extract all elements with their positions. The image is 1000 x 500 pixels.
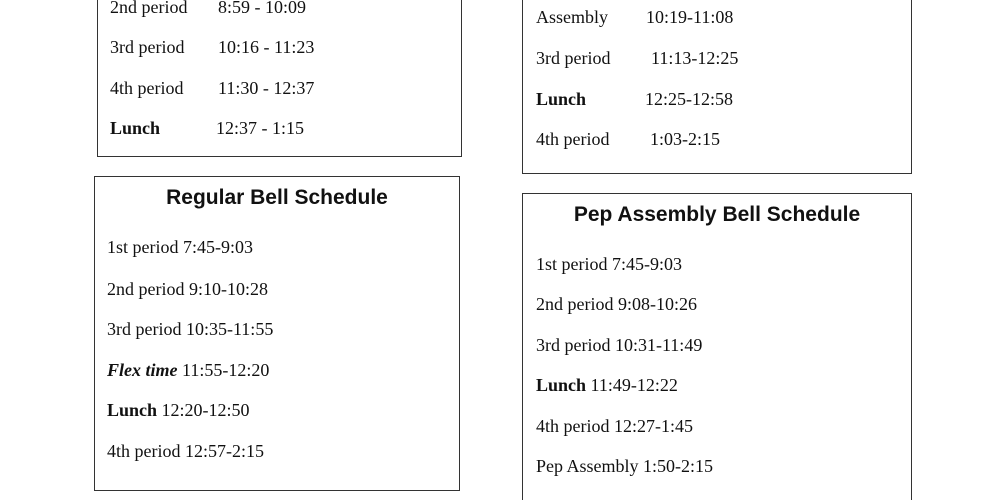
- schedule-row: [107, 360, 269, 380]
- row-time: 9:10-10:28: [188, 279, 268, 299]
- schedule-row: [536, 456, 713, 476]
- row-time: 10:16 - 11:23: [218, 37, 315, 57]
- row-label: 2nd period: [536, 294, 614, 314]
- row-time: 12:20-12:50: [161, 400, 250, 420]
- schedule-row: [536, 294, 697, 314]
- row-time: 11:30 - 12:37: [218, 78, 315, 98]
- row-time: 9:08-10:26: [617, 294, 697, 314]
- schedule-row: [536, 416, 693, 436]
- row-time: 7:45-9:03: [612, 254, 682, 274]
- row-label: Pep Assembly: [536, 456, 639, 476]
- row-label: 4th period: [536, 129, 610, 149]
- row-label: 2nd period: [107, 279, 185, 299]
- schedule-row: [110, 37, 314, 57]
- row-label: 4th period: [107, 441, 181, 461]
- pep-assembly-schedule-box: [522, 193, 912, 500]
- schedule-row: [536, 7, 733, 27]
- schedule-row: [107, 319, 273, 339]
- schedule-box-top-right: [522, 0, 912, 174]
- row-label: 3rd period: [536, 335, 611, 355]
- row-label: Lunch: [107, 400, 158, 420]
- row-time: 12:37 - 1:15: [216, 118, 304, 138]
- row-time: 10:31-11:49: [614, 335, 703, 355]
- row-label: Lunch: [110, 118, 161, 138]
- schedule-row: [536, 254, 682, 274]
- schedule-box-top-left: [97, 0, 462, 157]
- row-time: 1:50-2:15: [643, 456, 714, 476]
- schedule-row: [110, 0, 306, 17]
- row-label: 3rd period: [110, 37, 185, 57]
- row-label: 3rd period: [107, 319, 182, 339]
- row-time: 8:59 - 10:09: [218, 0, 306, 17]
- schedule-row: [536, 89, 733, 109]
- row-label: Flex time: [107, 360, 178, 380]
- row-label: 1st period: [536, 254, 608, 274]
- schedule-row: [110, 78, 314, 98]
- pep-assembly-schedule-title: Pep Assembly Bell Schedule: [573, 203, 861, 226]
- regular-schedule-title: Regular Bell Schedule: [166, 186, 388, 209]
- schedule-row: [107, 441, 264, 461]
- row-time: 12:27-1:45: [614, 416, 693, 436]
- row-label: Assembly: [536, 7, 608, 27]
- schedule-row: [107, 237, 253, 257]
- row-label: 4th period: [110, 78, 184, 98]
- row-label: 2nd period: [110, 0, 188, 17]
- row-time: 11:55-12:20: [182, 360, 270, 380]
- schedule-row: [107, 279, 268, 299]
- row-label: 1st period: [107, 237, 179, 257]
- row-time: 11:49-12:22: [590, 375, 678, 395]
- schedule-row: [536, 375, 678, 395]
- row-label: Lunch: [536, 375, 587, 395]
- schedule-row: [536, 129, 720, 149]
- schedule-row: [536, 48, 738, 68]
- row-time: 10:19-11:08: [646, 7, 734, 27]
- row-time: 12:25-12:58: [645, 89, 733, 109]
- row-time: 7:45-9:03: [183, 237, 253, 257]
- row-label: Lunch: [536, 89, 587, 109]
- regular-schedule-box: [94, 176, 460, 491]
- row-time: 10:35-11:55: [185, 319, 274, 339]
- schedule-row: [536, 335, 702, 355]
- row-label: 4th period: [536, 416, 610, 436]
- schedule-row: [107, 400, 250, 420]
- row-time: 12:57-2:15: [185, 441, 264, 461]
- schedule-row: [110, 118, 304, 138]
- row-label: 3rd period: [536, 48, 611, 68]
- row-time: 11:13-12:25: [651, 48, 739, 68]
- row-time: 1:03-2:15: [650, 129, 720, 149]
